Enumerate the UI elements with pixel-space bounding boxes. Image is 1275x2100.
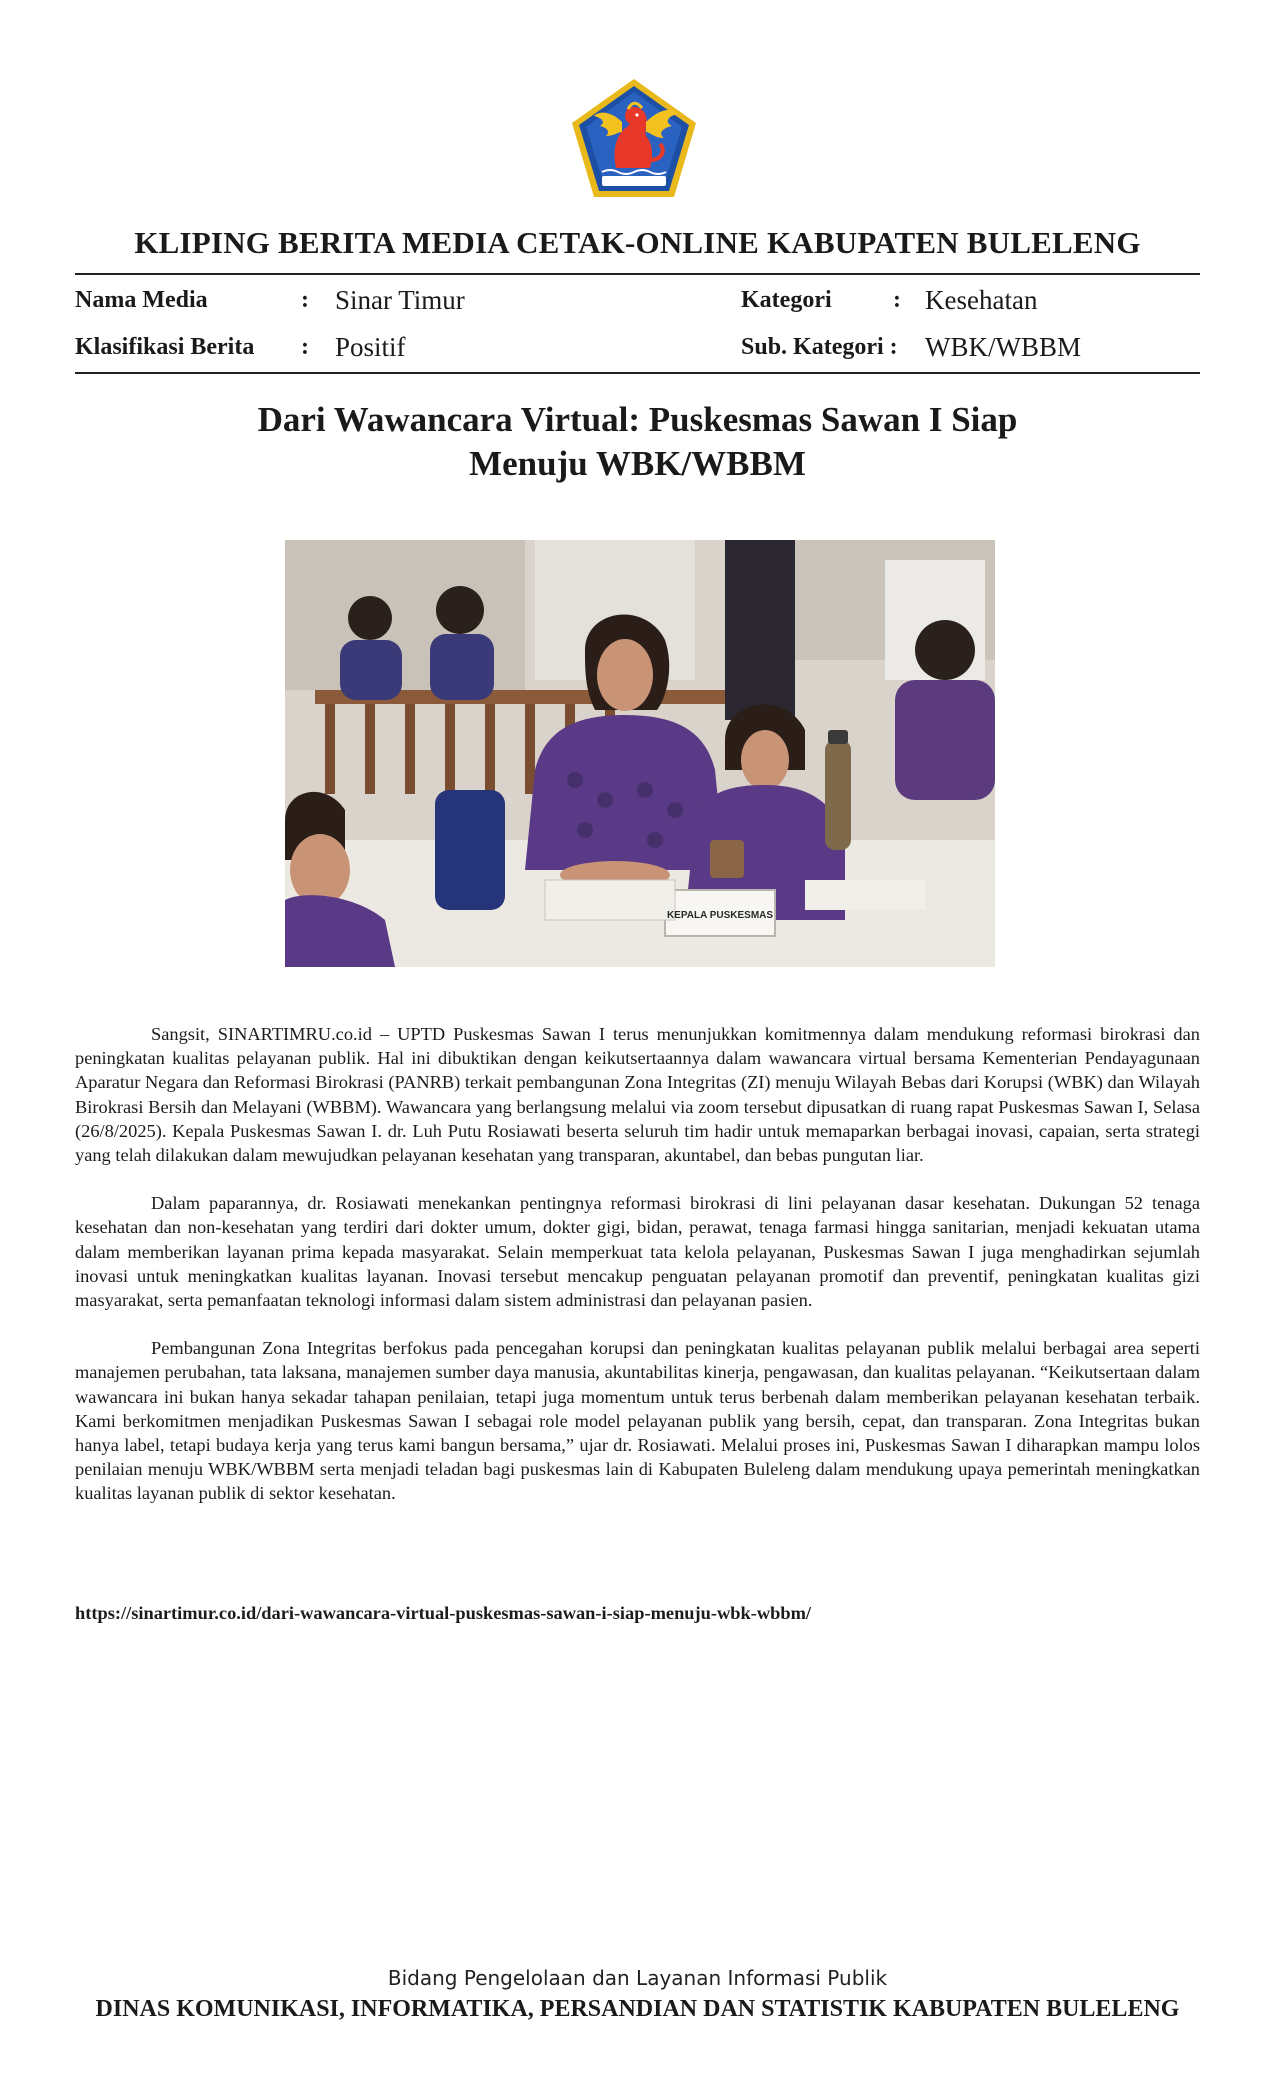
classification-separator: : <box>301 334 309 360</box>
article-paragraph-1: Sangsit, SINARTIMRU.co.id – UPTD Puskesmas Sawan I terus menunjukkan komitmennya dalam mendukung reformasi birokrasi dan peningkatan kualitas pelayanan publik. Hal ini dibuktikan dengan keikutsertaannya dalam wawancara virtual bersama Kementerian Pendayagunaan Aparatur Negara dan Reformasi Birokrasi (PANRB) terkait pembangunan Zona Integritas (ZI) menuju Wilayah Bebas dari Korupsi (WBK) dan Wilayah Birokrasi Bersih dan Melayani (WBBM). Wawancara yang berlangsung melalui via zoom tersebut dipusatkan di ruang rapat Puskesmas Sawan I, Selasa (26/8/2025). Kepala Puskesmas Sawan I. dr. Luh Putu Rosiawati beserta seluruh tim hadir untuk memaparkan berbagai inovasi, capaian, serta strategi yang telah dilakukan dalam mewujudkan pelayanan kesehatan yang transparan, akuntabel, dan bebas pungutan liar. <box>75 1024 1200 1166</box>
clipping-header-title: KLIPING BERITA MEDIA CETAK-ONLINE KABUPATEN BULELENG <box>134 225 1141 260</box>
classification-value: Positif <box>335 332 406 362</box>
media-value: Sinar Timur <box>335 285 465 315</box>
meta-row-media <box>75 280 1200 320</box>
headline-line-1: Dari Wawancara Virtual: Puskesmas Sawan I Siap <box>257 400 1018 439</box>
source-url-link[interactable]: https://sinartimur.co.id/dari-wawancara-virtual-puskesmas-sawan-i-siap-menuju-wbk-wbbm/ <box>75 1603 812 1623</box>
article-paragraph-2: Dalam paparannya, dr. Rosiawati menekankan pentingnya reformasi birokrasi di lini pelayanan dasar kesehatan. Dukungan 52 tenaga kesehatan dan non-kesehatan yang terdiri dari dokter umum, dokter gigi, bidan, perawat, tenaga farmasi hingga sanitarian, menjadi kekuatan utama dalam memberikan layanan prima kepada masyarakat. Selain memperkuat tata kelola pelayanan, Puskesmas Sawan I juga menghadirkan sejumlah inovasi untuk meningkatkan kualitas layanan. Inovasi tersebut mencakup penguatan pelayanan promotif dan preventif, peningkatan kualitas gizi masyarakat, serta pemanfaatan teknologi informasi dalam sistem administrasi dan pelayanan pasien. <box>75 1193 1200 1311</box>
header-divider-bottom <box>75 372 1200 374</box>
category-value: Kesehatan <box>925 285 1038 315</box>
media-label: Nama Media <box>75 287 208 313</box>
article-headline <box>150 398 1125 486</box>
meeting-photo-illustration <box>285 540 995 967</box>
media-separator: : <box>301 287 309 313</box>
footer-unit-name: Bidang Pengelolaan dan Layanan Informasi Publik <box>387 1966 888 1990</box>
classification-label: Klasifikasi Berita <box>75 334 255 360</box>
buleleng-crest-logo <box>568 76 700 200</box>
buleleng-regency-crest-icon <box>568 76 700 200</box>
header-divider-top <box>75 273 1200 275</box>
article-body <box>75 1022 1200 1530</box>
category-label: Kategori <box>741 287 832 313</box>
article-paragraph-3: Pembangunan Zona Integritas berfokus pada pencegahan korupsi dan peningkatan kualitas pelayanan publik melalui berbagai area seperti manajemen perubahan, tata laksana, manajemen sumber daya manusia, akuntabilitas kinerja, pengawasan, dan kualitas pelayanan. “Keikutsertaan dalam wawancara ini bukan hanya sekadar tahapan penilaian, tetapi juga momentum untuk terus berbenah dalam memberikan pelayanan kesehatan terbaik. Kami berkomitmen menjadikan Puskesmas Sawan I sebagai role model pelayanan publik yang bersih, cepat, dan transparan. Zona Integritas bukan hanya label, tetapi budaya kerja yang terus kami bangun bersama,” ujar dr. Rosiawati. Melalui proses ini, Puskesmas Sawan I diharapkan mampu lolos penilaian menuju WBK/WBBM serta menjadi teladan bagi puskesmas lain di Kabupaten Buleleng dalam mendukung upaya pemerintah meningkatkan kualitas layanan publik di sektor kesehatan. <box>75 1338 1200 1504</box>
headline-line-2: Menuju WBK/WBBM <box>469 444 806 483</box>
table-sign-text: KEPALA PUSKESMAS <box>666 910 774 921</box>
footer-office-name: DINAS KOMUNIKASI, INFORMATIKA, PERSANDIAN DAN STATISTIK KABUPATEN BULELENG <box>95 1996 1180 2022</box>
category-separator: : <box>893 287 901 313</box>
meta-row-classification <box>75 327 1200 367</box>
subcategory-label: Sub. Kategori : <box>741 334 898 360</box>
article-photo <box>285 540 995 967</box>
subcategory-value: WBK/WBBM <box>925 332 1082 362</box>
